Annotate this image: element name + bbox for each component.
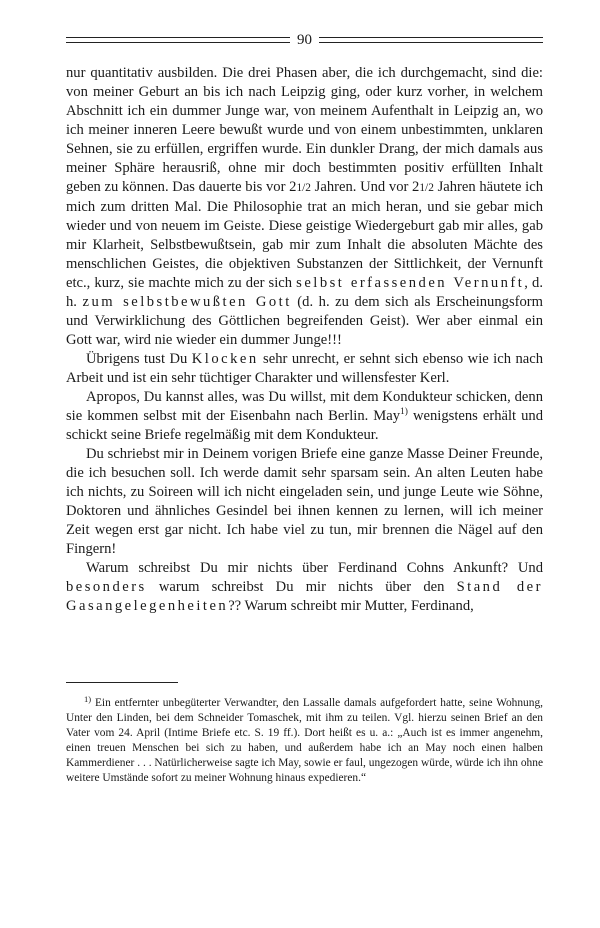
footnote-text: Ein entfernter unbegüterter Verwandter, den Lassalle damals aufgefordert hatte, seine Wohnung, Unter den Linden, bei dem Schneider Tomaschek, mit ihm zu teilen. Vgl. hierzu seinen Brief an den Vater vom 24. April (Intime Briefe etc. S. 19 ff.). Dort heißt es u. a.: „Auch ist es immer angenehm, einen treuen Menschen bei sich zu haben, und außerdem habe ich an May noch einen halben Kammerdiener . . . Natürlicherweise sagte ich May, sowie er faul, ungezogen würde, würde ich ihn ohne weitere Umstände sofort zu meiner Wohnung hinaus expedieren.“ bbox=[66, 697, 543, 784]
header-rule-left bbox=[66, 37, 290, 43]
text-run: wenigstens erhält und schickt seine Briefe regelmäßig mit dem Kondukteur. bbox=[66, 408, 543, 443]
fraction: 1/2 bbox=[296, 182, 311, 194]
footnote-mark: 1) bbox=[84, 694, 92, 704]
footnote-paragraph bbox=[66, 692, 543, 786]
emphasis-spaced: zum selbstbewußten Gott bbox=[82, 294, 292, 310]
text-run: ?? Warum schreibt mir Mutter, Ferdinand, bbox=[228, 598, 474, 614]
emphasis-spaced: selbst erfassenden Vernunft bbox=[296, 275, 525, 291]
body-paragraph bbox=[66, 350, 543, 388]
text-run: Warum schreibst Du mir nichts über Ferdinand Cohns Ankunft? Und bbox=[86, 560, 543, 576]
text-run: Du schriebst mir in Deinem vorigen Briefe eine ganze Masse Deiner Freunde, die ich besuchen soll. Ich werde damit sehr sparsam sein. An alten Leuten habe ich nichts, zu Soireen will ich nicht eingeladen sein, und junge Leute wie Söhne, Doktoren und ähnliches Gesindel bei ihnen kennen zu lernen, will ich meiner Zeit wegen erst gar nicht. Ich habe viel zu tun, mir brennen die Nägel auf den Fingern! bbox=[66, 446, 543, 557]
body-paragraph bbox=[66, 64, 543, 350]
letter-body bbox=[66, 64, 543, 616]
footnote-reference: 1) bbox=[400, 407, 408, 418]
text-run: , d. h. bbox=[66, 275, 543, 310]
text-run: Jahren. Und vor 2 bbox=[310, 179, 420, 195]
emphasis-spaced: besonders bbox=[66, 579, 147, 595]
text-run: Übrigens tust Du bbox=[86, 351, 192, 367]
header-rule-right bbox=[319, 37, 543, 43]
body-paragraph bbox=[66, 559, 543, 616]
footnote bbox=[66, 692, 543, 786]
page-number: 90 bbox=[297, 32, 312, 48]
text-run: warum schreibst Du mir nichts über den bbox=[146, 579, 457, 595]
text-run: Apropos, Du kannst alles, was Du willst, mit dem Kondukteur schicken, denn sie kommen selbst mit der Eisenbahn nach Berlin. May bbox=[66, 389, 543, 424]
fraction: 1/2 bbox=[419, 182, 434, 194]
footnote-rule bbox=[66, 682, 178, 683]
emphasis-spaced: Klocken bbox=[191, 351, 259, 367]
text-run: sehr unrecht, er sehnt sich ebenso wie ich nach Arbeit und ist ein sehr tüchtiger Charakter und willensfester Kerl. bbox=[66, 351, 543, 386]
text-run: nur quantitativ ausbilden. Die drei Phasen aber, die ich durchgemacht, sind die: von meiner Geburt an bis ich nach Leipzig ging, oder kurz vorher, in welchem Abschnitt ich ein dummer Junge war, von meinem Aufenthalt in Leipzig an, wo ich meiner inneren Leere bewußt wurde und von einem unbestimmten, unklaren Sehnen, sie zu erfüllen, ergriffen wurde. Ein dunkler Drang, der mich damals aus meiner Sphäre herausriß, ohne mir doch bestimmten positiv erfüllten Inhalt geben zu können. Das dauerte bis vor 2 bbox=[66, 65, 543, 195]
body-paragraph bbox=[66, 388, 543, 445]
page-header bbox=[66, 30, 543, 50]
text-run: (d. h. zu dem sich als Erscheinungsform und Verwirklichung des Göttlichen begreifenden Geist). Wer aber einmal ein Gott war, wird nie wieder ein dummer Junge!!! bbox=[66, 294, 543, 348]
body-paragraph bbox=[66, 445, 543, 559]
emphasis-spaced: Stand der Gasangelegenheiten bbox=[66, 579, 543, 614]
text-run: Jahren häutete ich mich zum dritten Mal. Die Philosophie trat an mich heran, und sie gebar mich wieder und von neuem im Geiste. Diese geistige Wiedergeburt gab mir alles, gab mir Klarheit, Selbstbewußtsein, gab mir zum Inhalt die absoluten Mächte des menschlichen Geistes, die objektiven Substanzen der Sittlichkeit, der Vernunft etc., kurz, sie machte mich zu der sich bbox=[66, 179, 543, 291]
